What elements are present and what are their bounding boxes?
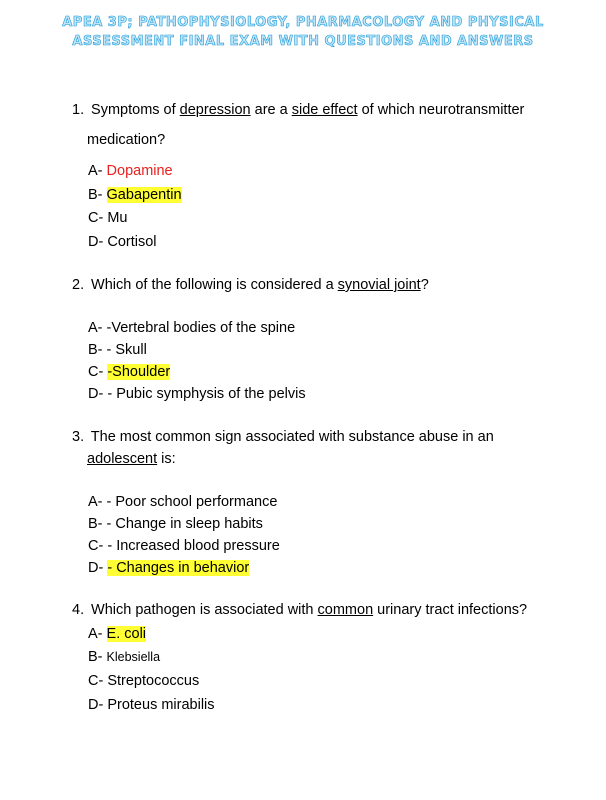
underlined-term: common [317,602,374,618]
question-text: The most common sign associated with substance abuse in an [90,429,494,445]
option-prefix: C- [88,538,108,554]
option-prefix: B- [88,187,107,203]
question-2 [72,275,429,295]
question-text: Which pathogen is associated with [91,602,318,618]
question-text: Symptoms of [91,102,180,118]
option-prefix: A- [88,163,107,179]
option-3a [88,492,277,512]
question-1-continuation: medication? [87,132,166,148]
option-text: - Increased blood pressure [107,538,280,554]
question-4 [72,600,527,620]
option-prefix: D- [88,234,108,250]
question-text: are a [250,102,292,118]
question-number: 1. [72,102,85,118]
option-text: -Vertebral bodies of the spine [106,320,296,336]
option-text-answer: Gabapentin [106,187,182,203]
option-4c [88,671,199,691]
option-prefix: D- [88,697,108,713]
option-4b [88,647,160,667]
option-text: - Skull [106,342,147,358]
document-title-line-2: ASSESSMENT FINAL EXAM WITH QUESTIONS AND ANSWERS [72,34,534,49]
option-text: Streptococcus [107,673,200,689]
question-number: 2. [72,277,85,293]
option-prefix: D- [88,386,108,402]
option-text: Mu [107,210,128,226]
option-2b [88,340,147,360]
option-text: Cortisol [107,234,157,250]
option-prefix: C- [88,673,108,689]
option-2a [88,318,295,338]
question-3-continuation [87,449,176,469]
option-prefix: D- [88,560,108,576]
option-1d [88,232,157,252]
question-text: ? [420,277,429,293]
question-text: urinary tract infections? [373,602,528,618]
option-prefix: A- [88,320,107,336]
option-prefix: B- [88,649,107,665]
option-text: Dopamine [106,163,173,179]
option-prefix: B- [88,342,107,358]
option-text-answer: - Changes in behavior [107,560,250,576]
option-text: - Pubic symphysis of the pelvis [107,386,306,402]
option-1b [88,185,182,205]
question-number: 4. [72,602,85,618]
underlined-term: synovial joint [337,277,421,293]
option-4d [88,695,215,715]
option-text: - Poor school performance [106,494,278,510]
document-title-line-1: APEA 3P; PATHOPHYSIOLOGY, PHARMACOLOGY AND PHYSICAL [62,15,544,30]
option-1a [88,161,173,181]
option-1c [88,208,128,228]
underlined-term: side effect [291,102,358,118]
option-prefix: C- [88,364,108,380]
option-3c [88,536,280,556]
question-number: 3. [72,429,85,445]
option-text: Proteus mirabilis [107,697,215,713]
question-text: is: [157,451,176,467]
option-prefix: B- [88,516,107,532]
question-text: of which neurotransmitter [357,102,525,118]
option-4a [88,624,146,644]
option-text-answer: -Shoulder [107,364,171,380]
option-3b [88,514,263,534]
option-text: Klebsiella [106,650,161,664]
option-2c [88,362,170,382]
option-2d [88,384,306,404]
option-prefix: A- [88,626,107,642]
option-prefix: C- [88,210,108,226]
underlined-term: depression [179,102,251,118]
question-3 [72,427,494,447]
option-text: - Change in sleep habits [106,516,263,532]
option-3d [88,558,249,578]
option-prefix: A- [88,494,107,510]
option-text-answer: E. coli [106,626,147,642]
question-text: Which of the following is considered a [91,277,338,293]
question-1 [72,100,524,120]
underlined-term: adolescent [87,451,158,467]
